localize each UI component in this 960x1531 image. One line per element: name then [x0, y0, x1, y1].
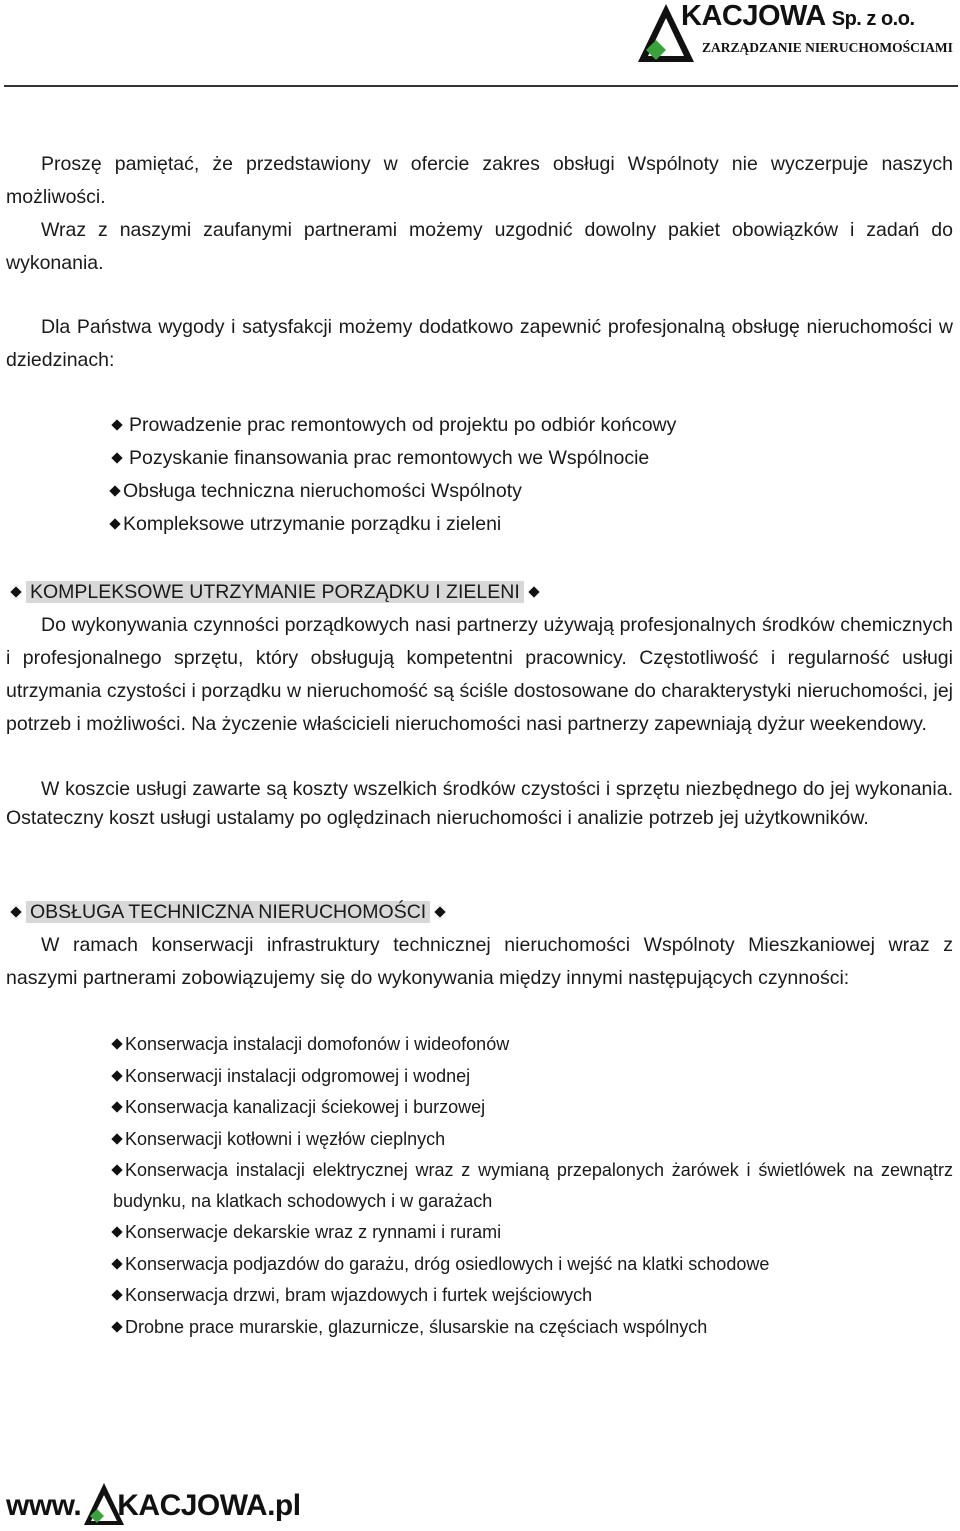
list-item: Pozyskanie finansowania prac remontowych we Wspólnocie — [113, 442, 649, 475]
diamond-bullet-icon — [111, 1289, 122, 1300]
list-item: Konserwacji kotłowni i węzłów cieplnych — [113, 1124, 445, 1155]
diamond-bullet-icon — [111, 452, 122, 463]
company-name: KACJOWA Sp. z o.o. — [681, 0, 915, 32]
diamond-bullet-icon — [111, 1070, 122, 1081]
cleaning-paragraph-2: W koszcie usługi zawarte są koszty wszelkich środków czystości i sprzętu niezbędnego do jej wykonania. Ostateczny koszt usługi ustalamy po oględzinach nieruchomości i analizie potrzeb jej użytkowników. — [6, 778, 953, 829]
list-item: Konserwacja kanalizacji ściekowej i burzowej — [113, 1092, 485, 1123]
intro-paragraph-2: Wraz z naszymi zaufanymi partnerami możemy uzgodnić dowolny pakiet obowiązków i zadań do wykonania. — [6, 219, 953, 274]
diamond-bullet-icon — [109, 485, 120, 496]
footer-logo — [6, 1481, 301, 1527]
company-suffix: Sp. z o.o. — [831, 8, 915, 30]
list-item: Kompleksowe utrzymanie porządku i zieleni — [111, 508, 501, 541]
cleaning-paragraph-1: Do wykonywania czynności porządkowych nasi partnerzy używają profesjonalnych środków chemicznych i profesjonalnego sprzętu, który obsługują kompetentni pracownicy. Częstotliwość i regularność usługi utrzymania czystości i porządku w nieruchomość są ściśle dostosowane do charakterystyki nieruchomości, jej potrzeb i możliwości. Na życzenie właścicieli nieruchomości nasi partnerzy zapewniają dyżur weekendowy. — [6, 614, 953, 735]
section-heading-cleaning: KOMPLEKSOWE UTRZYMANIE PORZĄDKU I ZIELENI — [6, 576, 544, 609]
company-tagline: ZARZĄDZANIE NIERUCHOMOŚCIAMI — [702, 40, 953, 55]
list-item: Konserwacje dekarskie wraz z rynnami i rurami — [113, 1217, 501, 1248]
diamond-bullet-icon — [111, 1164, 122, 1175]
technical-paragraph: W ramach konserwacji infrastruktury technicznej nieruchomości Wspólnoty Mieszkaniowej wraz z naszymi partnerami zobowiązujemy się do wykonywania między innymi następujących czynności: — [6, 934, 953, 989]
header-divider — [4, 85, 958, 87]
diamond-bullet-icon — [435, 906, 446, 917]
diamond-bullet-icon — [111, 1226, 122, 1237]
diamond-bullet-icon — [111, 1101, 122, 1112]
diamond-bullet-icon — [111, 1133, 122, 1144]
diamond-bullet-icon — [111, 1038, 122, 1049]
list-item: Konserwacja instalacji elektrycznej wraz z wymianą przepalonych żarówek i świetlówek na zewnątrz budynku, na klatkach schodowych i w garażach — [113, 1160, 953, 1211]
intro-paragraph-1: Proszę pamiętać, że przedstawiony w ofercie zakres obsługi Wspólnoty nie wyczerpuje naszych możliwości. — [6, 153, 953, 208]
list-item: Prowadzenie prac remontowych od projektu po odbiór końcowy — [113, 409, 676, 442]
diamond-bullet-icon — [10, 906, 21, 917]
diamond-bullet-icon — [111, 419, 122, 430]
list-item: Konserwacja drzwi, bram wjazdowych i furtek wejściowych — [113, 1280, 592, 1311]
list-item: Konserwacji instalacji odgromowej i wodnej — [113, 1061, 470, 1092]
list-item: Konserwacja podjazdów do garażu, dróg osiedlowych i wejść na klatki schodowe — [113, 1249, 769, 1280]
intro-paragraph-3: Dla Państwa wygody i satysfakcji możemy dodatkowo zapewnić profesjonalną obsługę nieruchomości w dziedzinach: — [6, 316, 953, 371]
diamond-bullet-icon — [109, 518, 120, 529]
diamond-bullet-icon — [528, 586, 539, 597]
company-logo — [636, 2, 956, 66]
diamond-bullet-icon — [10, 586, 21, 597]
list-item: Drobne prace murarskie, glazurnicze, ślusarskie na częściach wspólnych — [113, 1312, 707, 1343]
list-item: Konserwacja instalacji domofonów i wideofonów — [113, 1029, 509, 1060]
section-heading-technical: OBSŁUGA TECHNICZNA NIERUCHOMOŚCI — [6, 896, 450, 929]
diamond-bullet-icon — [111, 1321, 122, 1332]
diamond-bullet-icon — [111, 1258, 122, 1269]
list-item: Obsługa techniczna nieruchomości Wspólnoty — [111, 475, 522, 508]
footer-url: www. KACJOWA.pl — [6, 1489, 301, 1522]
